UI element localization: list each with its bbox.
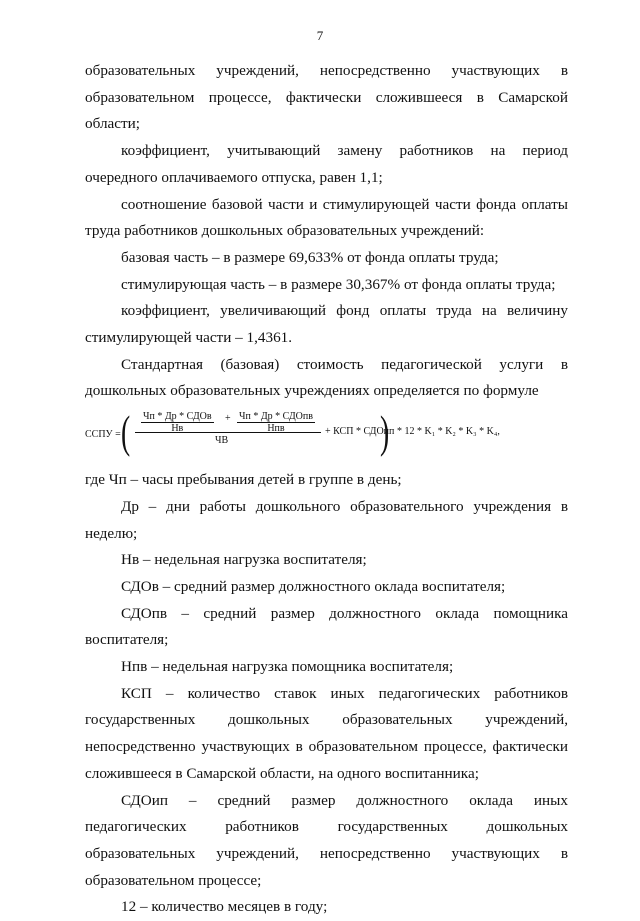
formula-outer-denominator: ЧВ xyxy=(215,435,229,447)
paragraph: 12 – количество месяцев в году; xyxy=(121,898,328,916)
formula-paren-left: ( xyxy=(121,406,131,458)
formula-main-fraction-line xyxy=(135,432,321,433)
paragraph: Нпв – недельная нагрузка помощника воспитателя; xyxy=(121,658,454,676)
paragraph: СДОип – средний размер должностного оклада иных педагогических работников государственных дошкольных образовательных учреждений, непосредственно участвующих в образовательном процессе; xyxy=(85,791,568,889)
paragraphs-top xyxy=(85,58,568,405)
paragraph: коэффициент, увеличивающий фонд оплаты труда на величину стимулирующей части – 1,4361. xyxy=(85,302,568,347)
formula-fraction-1 xyxy=(141,411,214,434)
paragraph: Др – дни работы дошкольного образовательного учреждения в неделю; xyxy=(85,497,568,542)
formula-sspu xyxy=(85,406,568,461)
paragraph: СДОв – средний размер должностного оклада воспитателя; xyxy=(121,577,506,595)
paragraph: стимулирующая часть – в размере 30,367% от фонда оплаты труда; xyxy=(121,275,556,293)
formula-ksp-term: + КСП * СДОип xyxy=(325,426,395,438)
fraction-1-numerator: Чп * Др * СДОв xyxy=(143,411,212,423)
paragraph: где Чп – часы пребывания детей в группе в день; xyxy=(85,471,402,489)
paragraphs-bottom xyxy=(85,467,568,921)
formula-plus: + xyxy=(225,413,231,425)
paragraph: коэффициент, учитывающий замену работников на период очередного оплачиваемого отпуска, равен 1,1; xyxy=(85,142,568,186)
formula-paren-right: ) xyxy=(380,406,390,458)
page-number: 7 xyxy=(316,28,324,43)
paragraph: СДОпв – средний размер должностного оклада помощника воспитателя; xyxy=(85,604,568,649)
paragraph: Стандартная (базовая) стоимость педагогической услуги в дошкольных образовательных учреждениях определяется по формуле xyxy=(85,355,568,400)
paragraph: образовательных учреждений, непосредственно участвующих в образовательном процессе, фактически сложившееся в Самарской области; xyxy=(85,62,568,133)
paragraph: КСП – количество ставок иных педагогических работников государственных дошкольных образовательных учреждений, непосредственно участвующих в образовательном процессе, фактически сложившееся в Самарской области, на одного воспитанника; xyxy=(85,684,568,782)
formula-fraction-2 xyxy=(237,411,315,434)
fraction-2-denominator: Нпв xyxy=(267,423,285,435)
paragraph: соотношение базовой части и стимулирующей части фонда оплаты труда работников дошкольных образовательных учреждений: xyxy=(85,195,568,240)
paragraph: базовая часть – в размере 69,633% от фонда оплаты труда; xyxy=(121,248,499,266)
formula-tail: * 12 * K₁ * K₂ * K₃ * K₄, xyxy=(397,426,500,438)
paragraph: Нв – недельная нагрузка воспитателя; xyxy=(121,551,367,569)
fraction-1-denominator: Нв xyxy=(171,423,184,435)
document-body xyxy=(85,58,568,921)
fraction-2-numerator: Чп * Др * СДОпв xyxy=(239,411,313,423)
formula-lhs: ССПУ = xyxy=(85,429,121,441)
